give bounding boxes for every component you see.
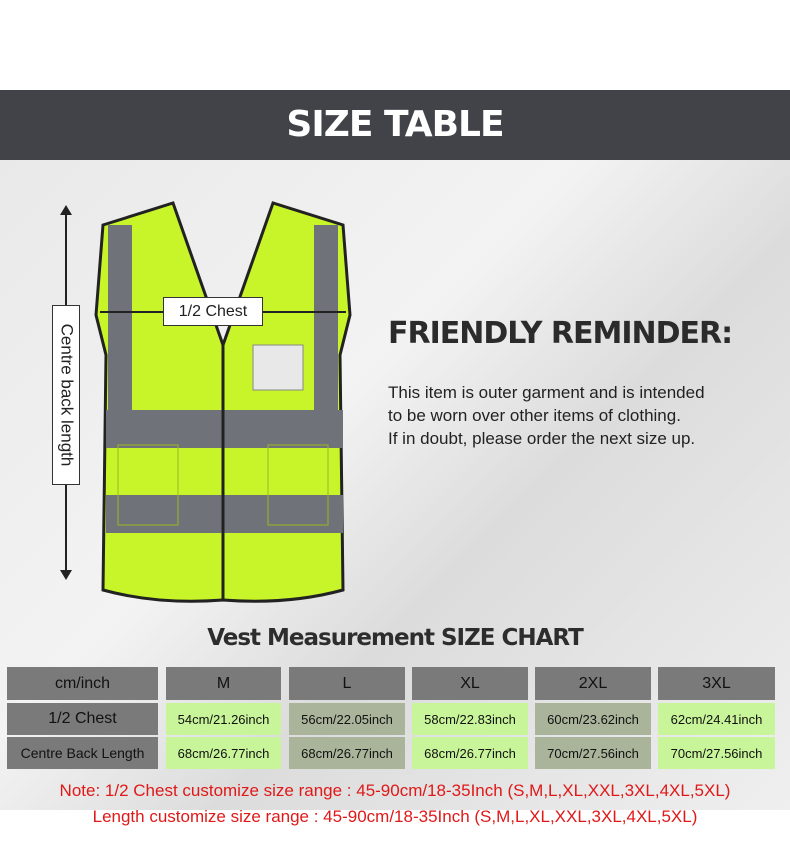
reminder-line: If in doubt, please order the next size up. (388, 429, 696, 448)
table-cell: 54cm/21.26inch (166, 703, 281, 735)
chest-label: 1/2 Chest (163, 297, 263, 326)
table-header-cell: L (289, 667, 405, 700)
table-cell: 68cm/26.77inch (166, 737, 281, 769)
table-cell: 62cm/24.41inch (658, 703, 775, 735)
note-chest: Note: 1/2 Chest customize size range : 45-90cm/18-35Inch (S,M,L,XL,XXL,3XL,4XL,5XL) (59, 781, 731, 800)
table-cell: 1/2 Chest (7, 703, 158, 735)
table-cell: 56cm/22.05inch (289, 703, 405, 735)
back-length-label (52, 305, 80, 485)
table-header-cell: XL (412, 667, 528, 700)
arrow-down-icon (60, 570, 72, 580)
note-length: Length customize size range : 45-90cm/18-35Inch (S,M,L,XL,XXL,3XL,4XL,5XL) (92, 807, 698, 826)
reminder-title: FRIENDLY REMINDER: (388, 316, 733, 351)
table-cell: 58cm/22.83inch (412, 703, 528, 735)
table-header-cell: M (166, 667, 281, 700)
chart-title: Vest Measurement SIZE CHART (207, 625, 583, 651)
back-length-text: Centre back length (57, 323, 77, 467)
table-cell: 68cm/26.77inch (289, 737, 405, 769)
table-cell: 70cm/27.56inch (535, 737, 651, 769)
table-cell: Centre Back Length (7, 737, 158, 769)
reminder-line: This item is outer garment and is intended (388, 383, 705, 402)
vest-image (78, 195, 368, 610)
table-cell: 60cm/23.62inch (535, 703, 651, 735)
table-header-cell: 3XL (658, 667, 775, 700)
table-header-cell: 2XL (535, 667, 651, 700)
arrow-up-icon (60, 205, 72, 215)
table-cell: 70cm/27.56inch (658, 737, 775, 769)
table-cell: 68cm/26.77inch (412, 737, 528, 769)
banner-title: SIZE TABLE (0, 90, 790, 160)
reminder-line: to be worn over other items of clothing. (388, 406, 681, 425)
table-header-cell: cm/inch (7, 667, 158, 700)
